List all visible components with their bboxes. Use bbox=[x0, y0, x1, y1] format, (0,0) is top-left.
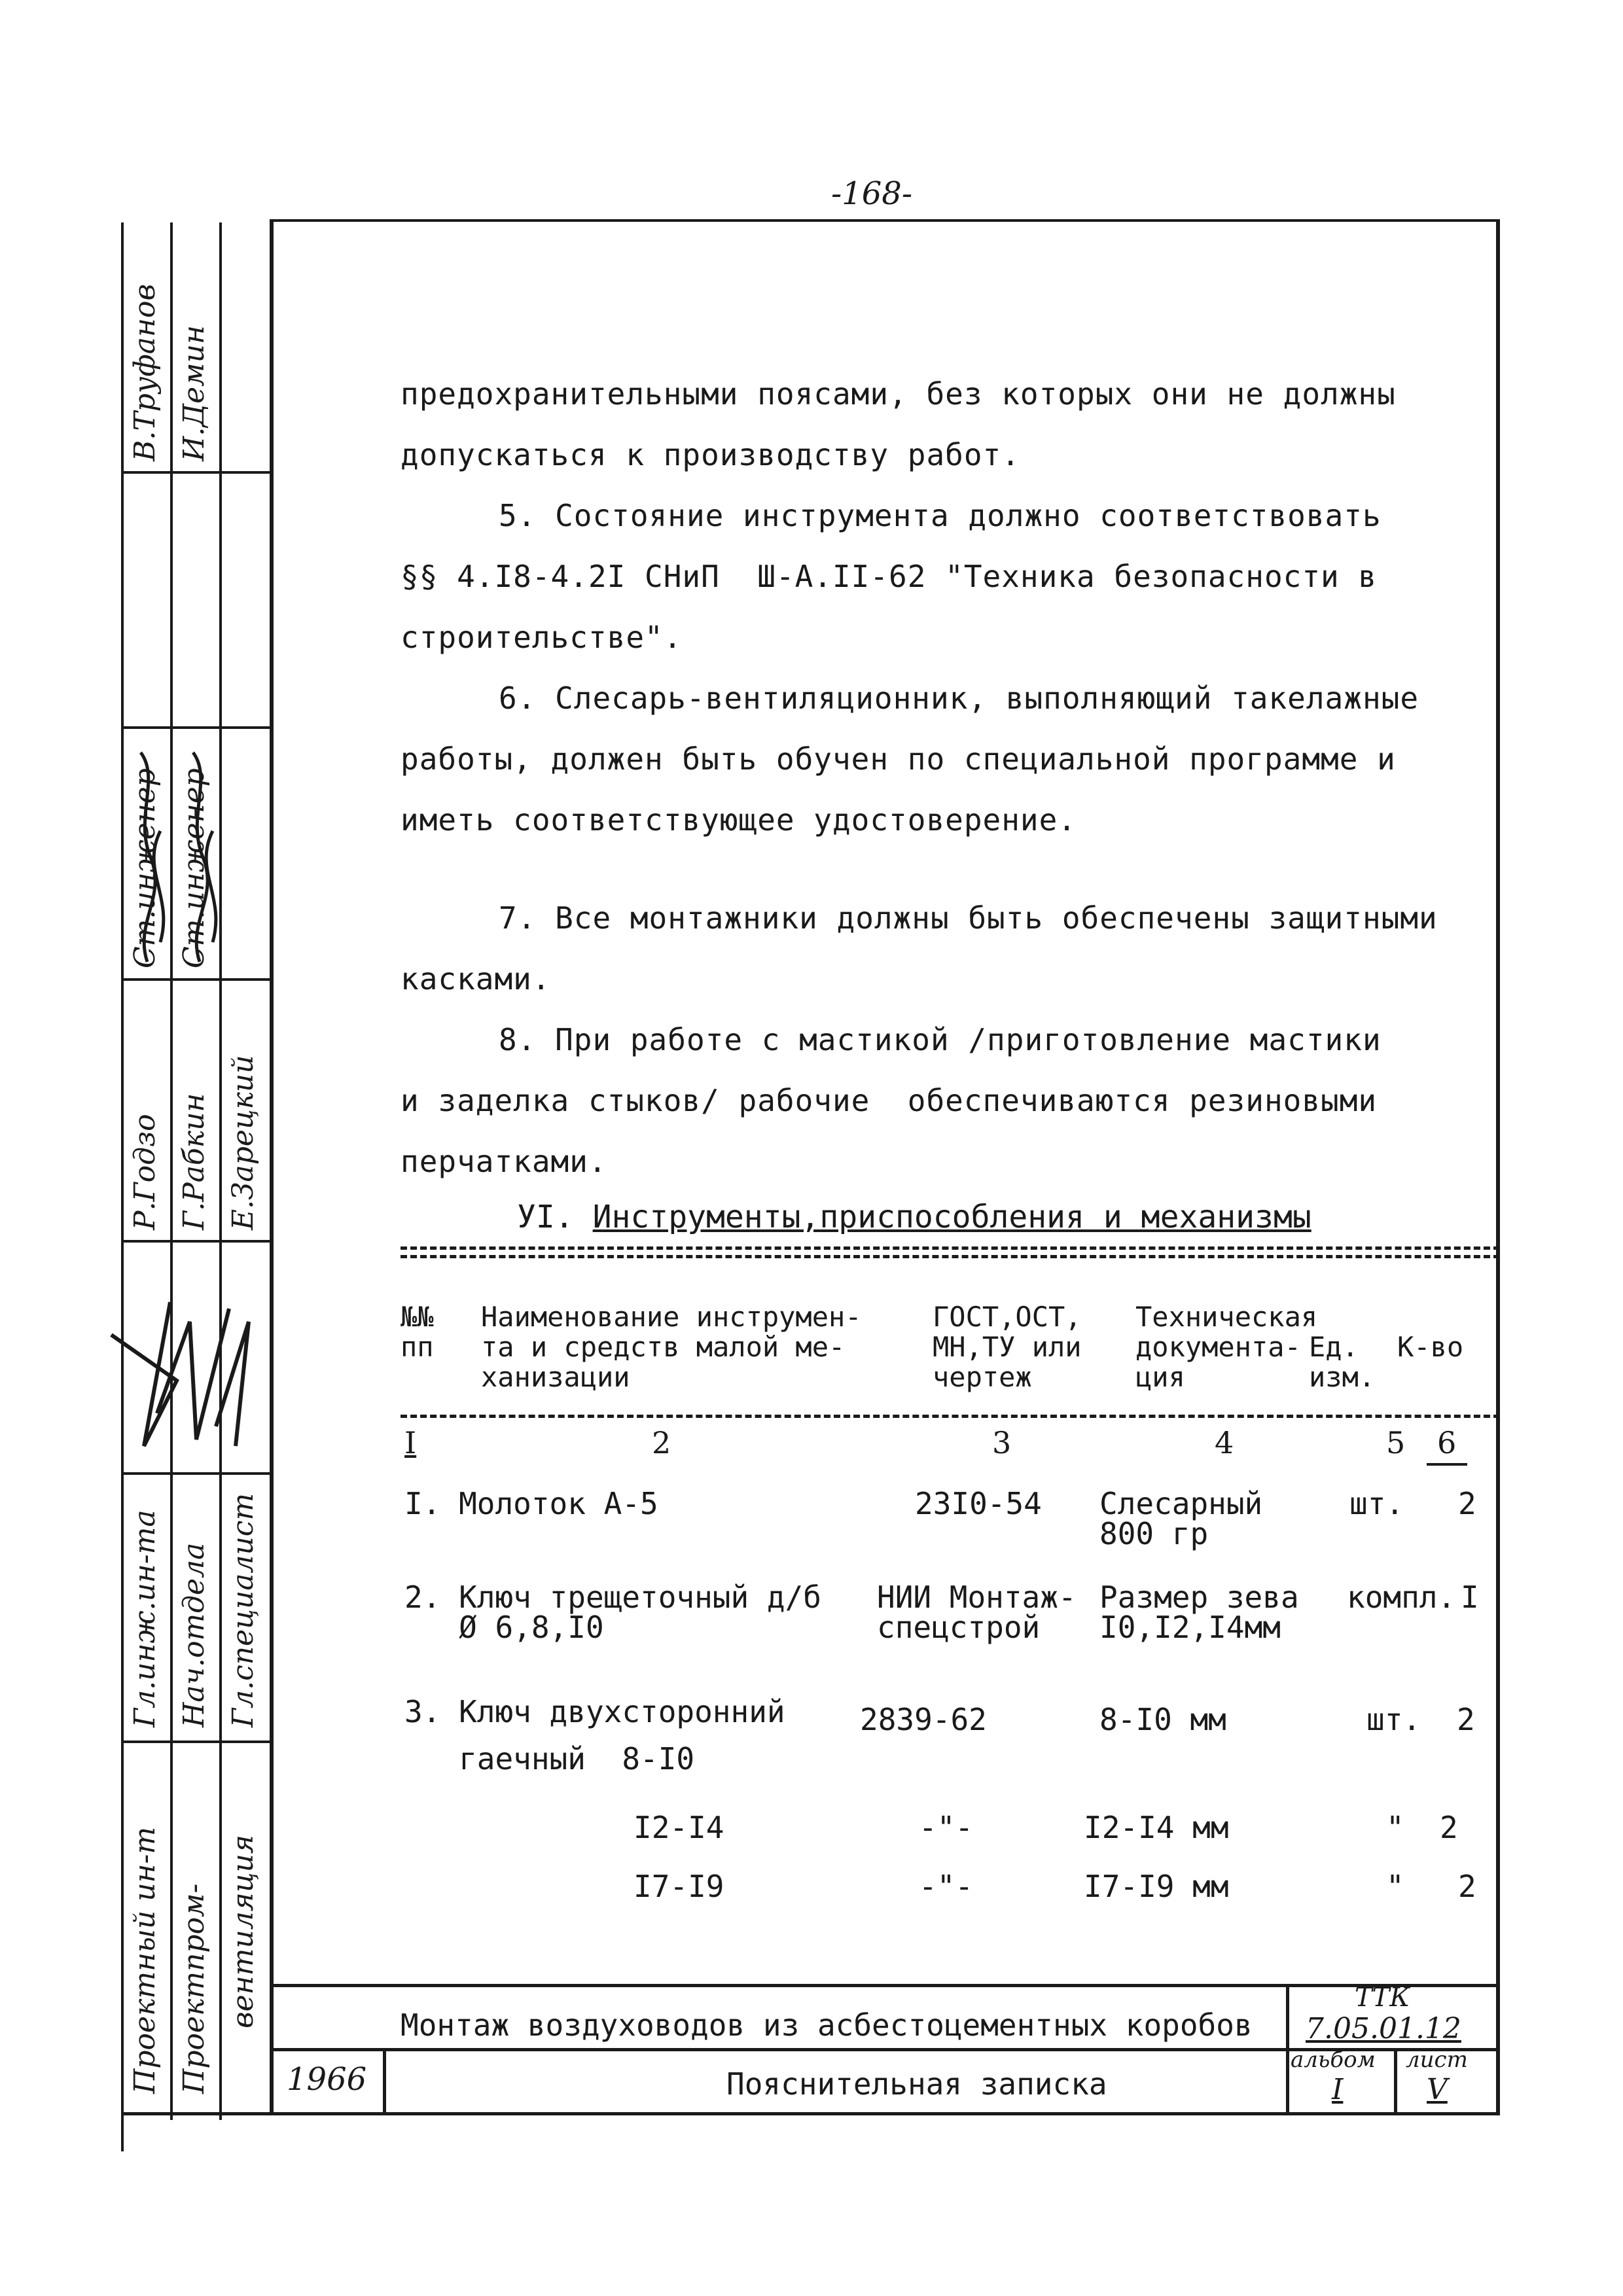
table-top-rule bbox=[401, 1246, 1500, 1250]
year: 1966 bbox=[287, 2061, 367, 2098]
row-name: 3. Ключ двухсторонний гаечный 8-I0 bbox=[404, 1694, 785, 1776]
row-quantity: 2 bbox=[1458, 1486, 1476, 1521]
column-number: 3 bbox=[992, 1425, 1012, 1460]
row-unit: " bbox=[1386, 1869, 1404, 1904]
header-number: №№ пп bbox=[401, 1301, 434, 1363]
stamp-column-divider bbox=[219, 222, 222, 2120]
row-standard: НИИ Монтаж- спецстрой bbox=[877, 1580, 1077, 1645]
stamp-role-chief-specialist: Гл.специалист bbox=[226, 1492, 260, 1727]
stamp-row-divider bbox=[121, 471, 270, 474]
row-tech-doc: Слесарный 800 гр bbox=[1099, 1486, 1263, 1551]
row-unit: " bbox=[1386, 1810, 1404, 1845]
paragraph-line: работы, должен быть обучен по специальной программе и bbox=[401, 741, 1396, 777]
stamp-role-senior-engineer-2: Ст.инженер bbox=[177, 768, 211, 968]
row-quantity: 2 bbox=[1440, 1810, 1458, 1845]
header-tech-doc: Техническая документа- ция bbox=[1135, 1301, 1318, 1393]
title-block-bottom-line bbox=[121, 2112, 1500, 2115]
paragraph-line: предохранительными поясами, без которых они не должны bbox=[401, 376, 1396, 412]
row-standard: -"- bbox=[919, 1810, 974, 1845]
row-tech-doc: I7-I9 мм bbox=[1084, 1869, 1229, 1904]
paragraph-line: 7. Все монтажники должны быть обеспечены защитными bbox=[499, 900, 1438, 936]
sheet-value: V bbox=[1427, 2073, 1448, 2106]
column-number-underline bbox=[1427, 1463, 1467, 1466]
row-name: 2. Ключ трещеточный д/б Ø 6,8,I0 bbox=[404, 1580, 821, 1645]
paragraph-line: перчатками. bbox=[401, 1144, 607, 1179]
page-number: -168- bbox=[831, 175, 913, 212]
stamp-institute-3: вентиляция bbox=[226, 1834, 260, 2028]
document-subtitle: Пояснительная записка bbox=[726, 2066, 1107, 2102]
header-unit: Ед. изм. bbox=[1309, 1331, 1376, 1393]
row-tech-doc: Размер зева I0,I2,I4мм bbox=[1099, 1580, 1299, 1645]
row-tech-doc: 8-I0 мм bbox=[1099, 1702, 1226, 1737]
paragraph-line: допускаться к производству работ. bbox=[401, 437, 1020, 472]
paragraph-line: 6. Слесарь-вентиляционник, выполняющий такелажные bbox=[499, 680, 1419, 716]
title-block-divider bbox=[1286, 1984, 1289, 2112]
row-standard: 2839-62 bbox=[860, 1702, 987, 1737]
paragraph-line: касками. bbox=[401, 961, 551, 997]
stamp-institute-1: Проектный ин-т bbox=[128, 1826, 162, 2094]
row-name: I2-I4 bbox=[633, 1810, 724, 1845]
album-value: I bbox=[1332, 2073, 1344, 2106]
signature-marks-upper bbox=[121, 726, 270, 978]
row-unit: шт. bbox=[1349, 1486, 1404, 1521]
stamp-row-divider bbox=[121, 1240, 270, 1243]
header-standard: ГОСТ,ОСТ, МН,ТУ или чертеж bbox=[933, 1301, 1082, 1393]
header-name: Наименование инструмен- та и средств малой ме- ханизации bbox=[481, 1301, 862, 1393]
paragraph-line: иметь соответствующее удостоверение. bbox=[401, 802, 1077, 838]
row-quantity: I bbox=[1461, 1580, 1479, 1615]
paragraph-line: 8. При работе с мастикой /приготовление мастики bbox=[499, 1022, 1382, 1057]
title-block-divider bbox=[383, 2048, 386, 2113]
stamp-name-godzo: Р.Годзо bbox=[128, 1114, 162, 1230]
stamp-column-divider bbox=[170, 222, 173, 2120]
row-name: I. Молоток А-5 bbox=[404, 1486, 658, 1521]
binding-tick bbox=[121, 2112, 124, 2151]
document-title: Монтаж воздуховодов из асбестоцементных коробов bbox=[401, 2007, 1253, 2043]
document-code-series: ТТК bbox=[1355, 1983, 1410, 2013]
row-standard: 23I0-54 bbox=[915, 1486, 1042, 1521]
row-quantity: 2 bbox=[1458, 1869, 1476, 1904]
row-name: I7-I9 bbox=[633, 1869, 724, 1904]
paragraph-line: 5. Состояние инструмента должно соответствовать bbox=[499, 498, 1382, 533]
stamp-row-divider bbox=[121, 978, 270, 981]
stamp-name-rabkin: Г.Рабкин bbox=[177, 1093, 211, 1230]
stamp-role-senior-engineer: Ст.инженер bbox=[128, 768, 162, 968]
stamp-name-zaretsky: Е.Зарецкий bbox=[226, 1055, 260, 1230]
row-standard: -"- bbox=[919, 1869, 974, 1904]
stamp-role-head-of-department: Нач.отдела bbox=[177, 1542, 211, 1727]
column-number: 6 bbox=[1437, 1425, 1457, 1460]
table-top-rule bbox=[401, 1255, 1500, 1258]
title-block-divider bbox=[1497, 1984, 1500, 2112]
signature-marks-lower bbox=[98, 1282, 275, 1466]
stamp-institute-2: Проектпром- bbox=[177, 1883, 211, 2094]
album-label: альбом bbox=[1291, 2047, 1376, 2073]
sheet-label: лист bbox=[1406, 2047, 1468, 2073]
paragraph-line: и заделка стыков/ рабочие обеспечиваются резиновыми bbox=[401, 1083, 1378, 1118]
stamp-row-divider bbox=[121, 1740, 270, 1743]
row-tech-doc: I2-I4 мм bbox=[1084, 1810, 1229, 1845]
title-block-top-line bbox=[270, 1984, 1500, 1987]
column-number: 5 bbox=[1386, 1425, 1406, 1460]
row-unit: компл. bbox=[1347, 1580, 1456, 1615]
row-unit: шт. bbox=[1366, 1702, 1421, 1737]
row-quantity: 2 bbox=[1457, 1702, 1475, 1737]
stamp-row-divider bbox=[121, 1472, 270, 1475]
left-margin-line bbox=[121, 222, 124, 2120]
stamp-name-demin: И.Демин bbox=[177, 325, 211, 461]
section-title: Инструменты,приспособления и механизмы bbox=[592, 1199, 1311, 1235]
paragraph-line: §§ 4.I8-4.2I СНиП Ш-А.II-62 "Техника безопасности в bbox=[401, 559, 1378, 594]
column-number: 4 bbox=[1215, 1425, 1234, 1460]
stamp-role-chief-engineer: Гл.инж.ин-та bbox=[128, 1510, 162, 1727]
header-rule bbox=[401, 1415, 1500, 1418]
document-code: 7.05.01.12 bbox=[1306, 2012, 1461, 2045]
title-block-divider bbox=[1394, 2048, 1397, 2112]
section-heading bbox=[517, 1199, 1311, 1235]
column-number: 2 bbox=[652, 1425, 671, 1460]
header-quantity: К-во bbox=[1397, 1331, 1464, 1363]
stamp-name-trufanov: В.Труфанов bbox=[128, 283, 162, 461]
column-number: I bbox=[404, 1425, 417, 1460]
section-number: УI. bbox=[517, 1199, 574, 1235]
paragraph-line: строительстве". bbox=[401, 620, 683, 655]
